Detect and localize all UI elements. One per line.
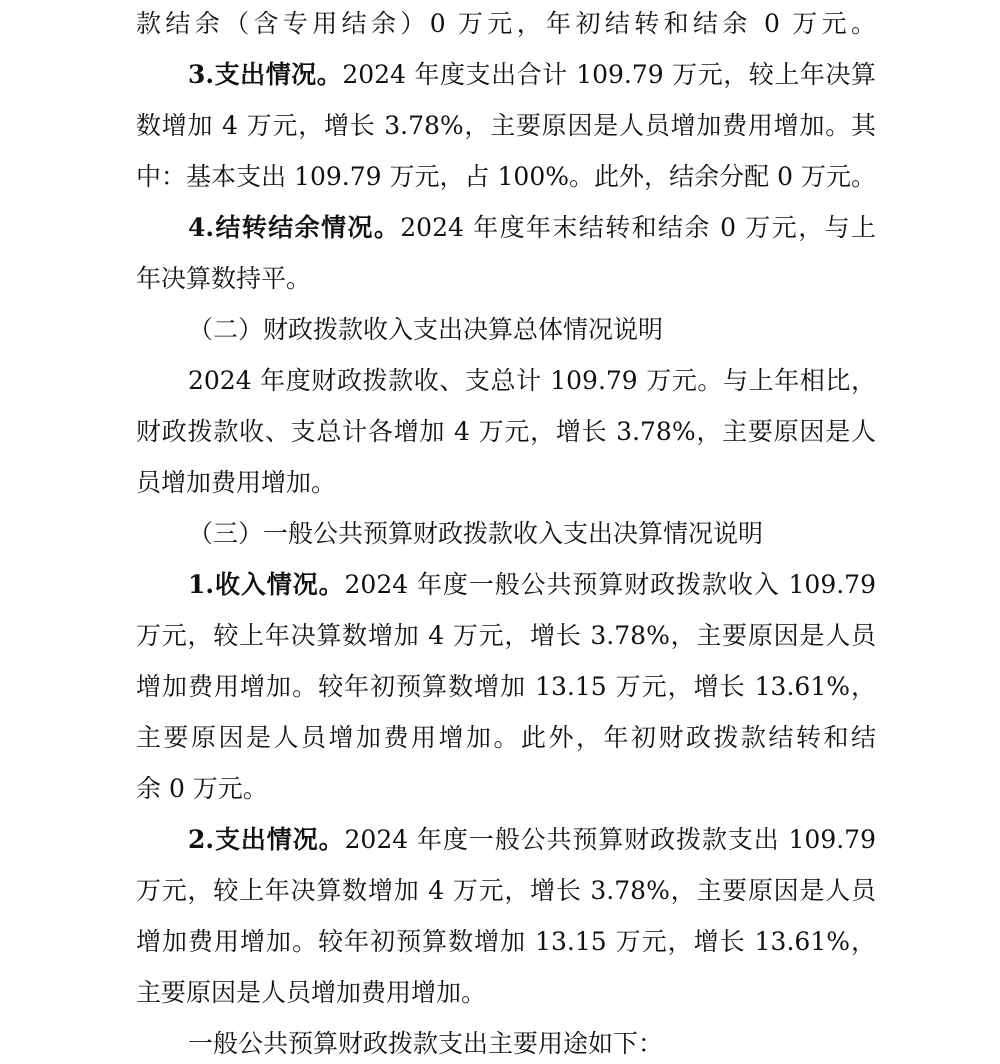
paragraph-line <box>188 361 876 401</box>
line-text: 员增加费用增加。 <box>136 468 337 497</box>
paragraph-line <box>136 4 876 44</box>
paragraph-line <box>188 820 876 860</box>
section-heading: 3.支出情况。 <box>188 60 343 89</box>
paragraph-line <box>136 667 876 707</box>
paragraph-line <box>136 106 876 146</box>
line-text: 万元，较上年决算数增加 4 万元，增长 3.78%，主要原因是人员 <box>136 621 876 650</box>
line-text: 主要原因是人员增加费用增加。此外，年初财政拨款结转和结 <box>136 723 876 752</box>
paragraph-line <box>136 922 876 962</box>
paragraph-line <box>136 616 876 656</box>
line-text: 余 0 万元。 <box>136 774 268 803</box>
line-text: 年决算数持平。 <box>136 264 312 293</box>
paragraph-line <box>136 259 876 299</box>
paragraph-line <box>188 1024 876 1064</box>
line-text: 2024 年度财政拨款收、支总计 109.79 万元。与上年相比， <box>188 366 876 395</box>
paragraph-line <box>136 463 876 503</box>
subsection-title <box>188 310 876 350</box>
line-text: 主要原因是人员增加费用增加。 <box>136 978 487 1007</box>
line-text: 财政拨款收、支总计各增加 4 万元，增长 3.78%，主要原因是人 <box>136 417 876 446</box>
line-text: 中：基本支出 109.79 万元，占 100%。此外，结余分配 0 万元。 <box>136 162 876 191</box>
line-text: 万元，较上年决算数增加 4 万元，增长 3.78%，主要原因是人员 <box>136 876 876 905</box>
line-text: 款结余（含专用结余）0 万元，年初结转和结余 0 万元。 <box>136 9 876 38</box>
paragraph-line <box>136 871 876 911</box>
line-text: （二）财政拨款收入支出决算总体情况说明 <box>188 315 664 344</box>
section-heading: 4.结转结余情况。 <box>188 213 401 242</box>
paragraph-line <box>188 565 876 605</box>
paragraph-line <box>188 55 876 95</box>
paragraph-line <box>136 973 876 1013</box>
line-text: 增加费用增加。较年初预算数增加 13.15 万元，增长 13.61%， <box>136 672 876 701</box>
paragraph-line <box>136 157 876 197</box>
subsection-title <box>188 514 876 554</box>
line-text: 2024 年度一般公共预算财政拨款收入 109.79 <box>344 570 876 599</box>
paragraph-line <box>136 412 876 452</box>
section-heading: 1.收入情况。 <box>188 570 345 599</box>
line-text: 增加费用增加。较年初预算数增加 13.15 万元，增长 13.61%， <box>136 927 876 956</box>
line-text: 2024 年度年末结转和结余 0 万元，与上 <box>400 213 876 242</box>
paragraph-line <box>136 718 876 758</box>
line-text: 2024 年度支出合计 109.79 万元，较上年决算 <box>342 60 876 89</box>
paragraph-line <box>188 208 876 248</box>
line-text: 2024 年度一般公共预算财政拨款支出 109.79 <box>344 825 876 854</box>
paragraph-line <box>136 769 876 809</box>
line-text: 数增加 4 万元，增长 3.78%，主要原因是人员增加费用增加。其 <box>136 111 876 140</box>
line-text: （三）一般公共预算财政拨款收入支出决算情况说明 <box>188 519 764 548</box>
line-text: 一般公共预算财政拨款支出主要用途如下： <box>188 1029 664 1058</box>
section-heading: 2.支出情况。 <box>188 825 345 854</box>
